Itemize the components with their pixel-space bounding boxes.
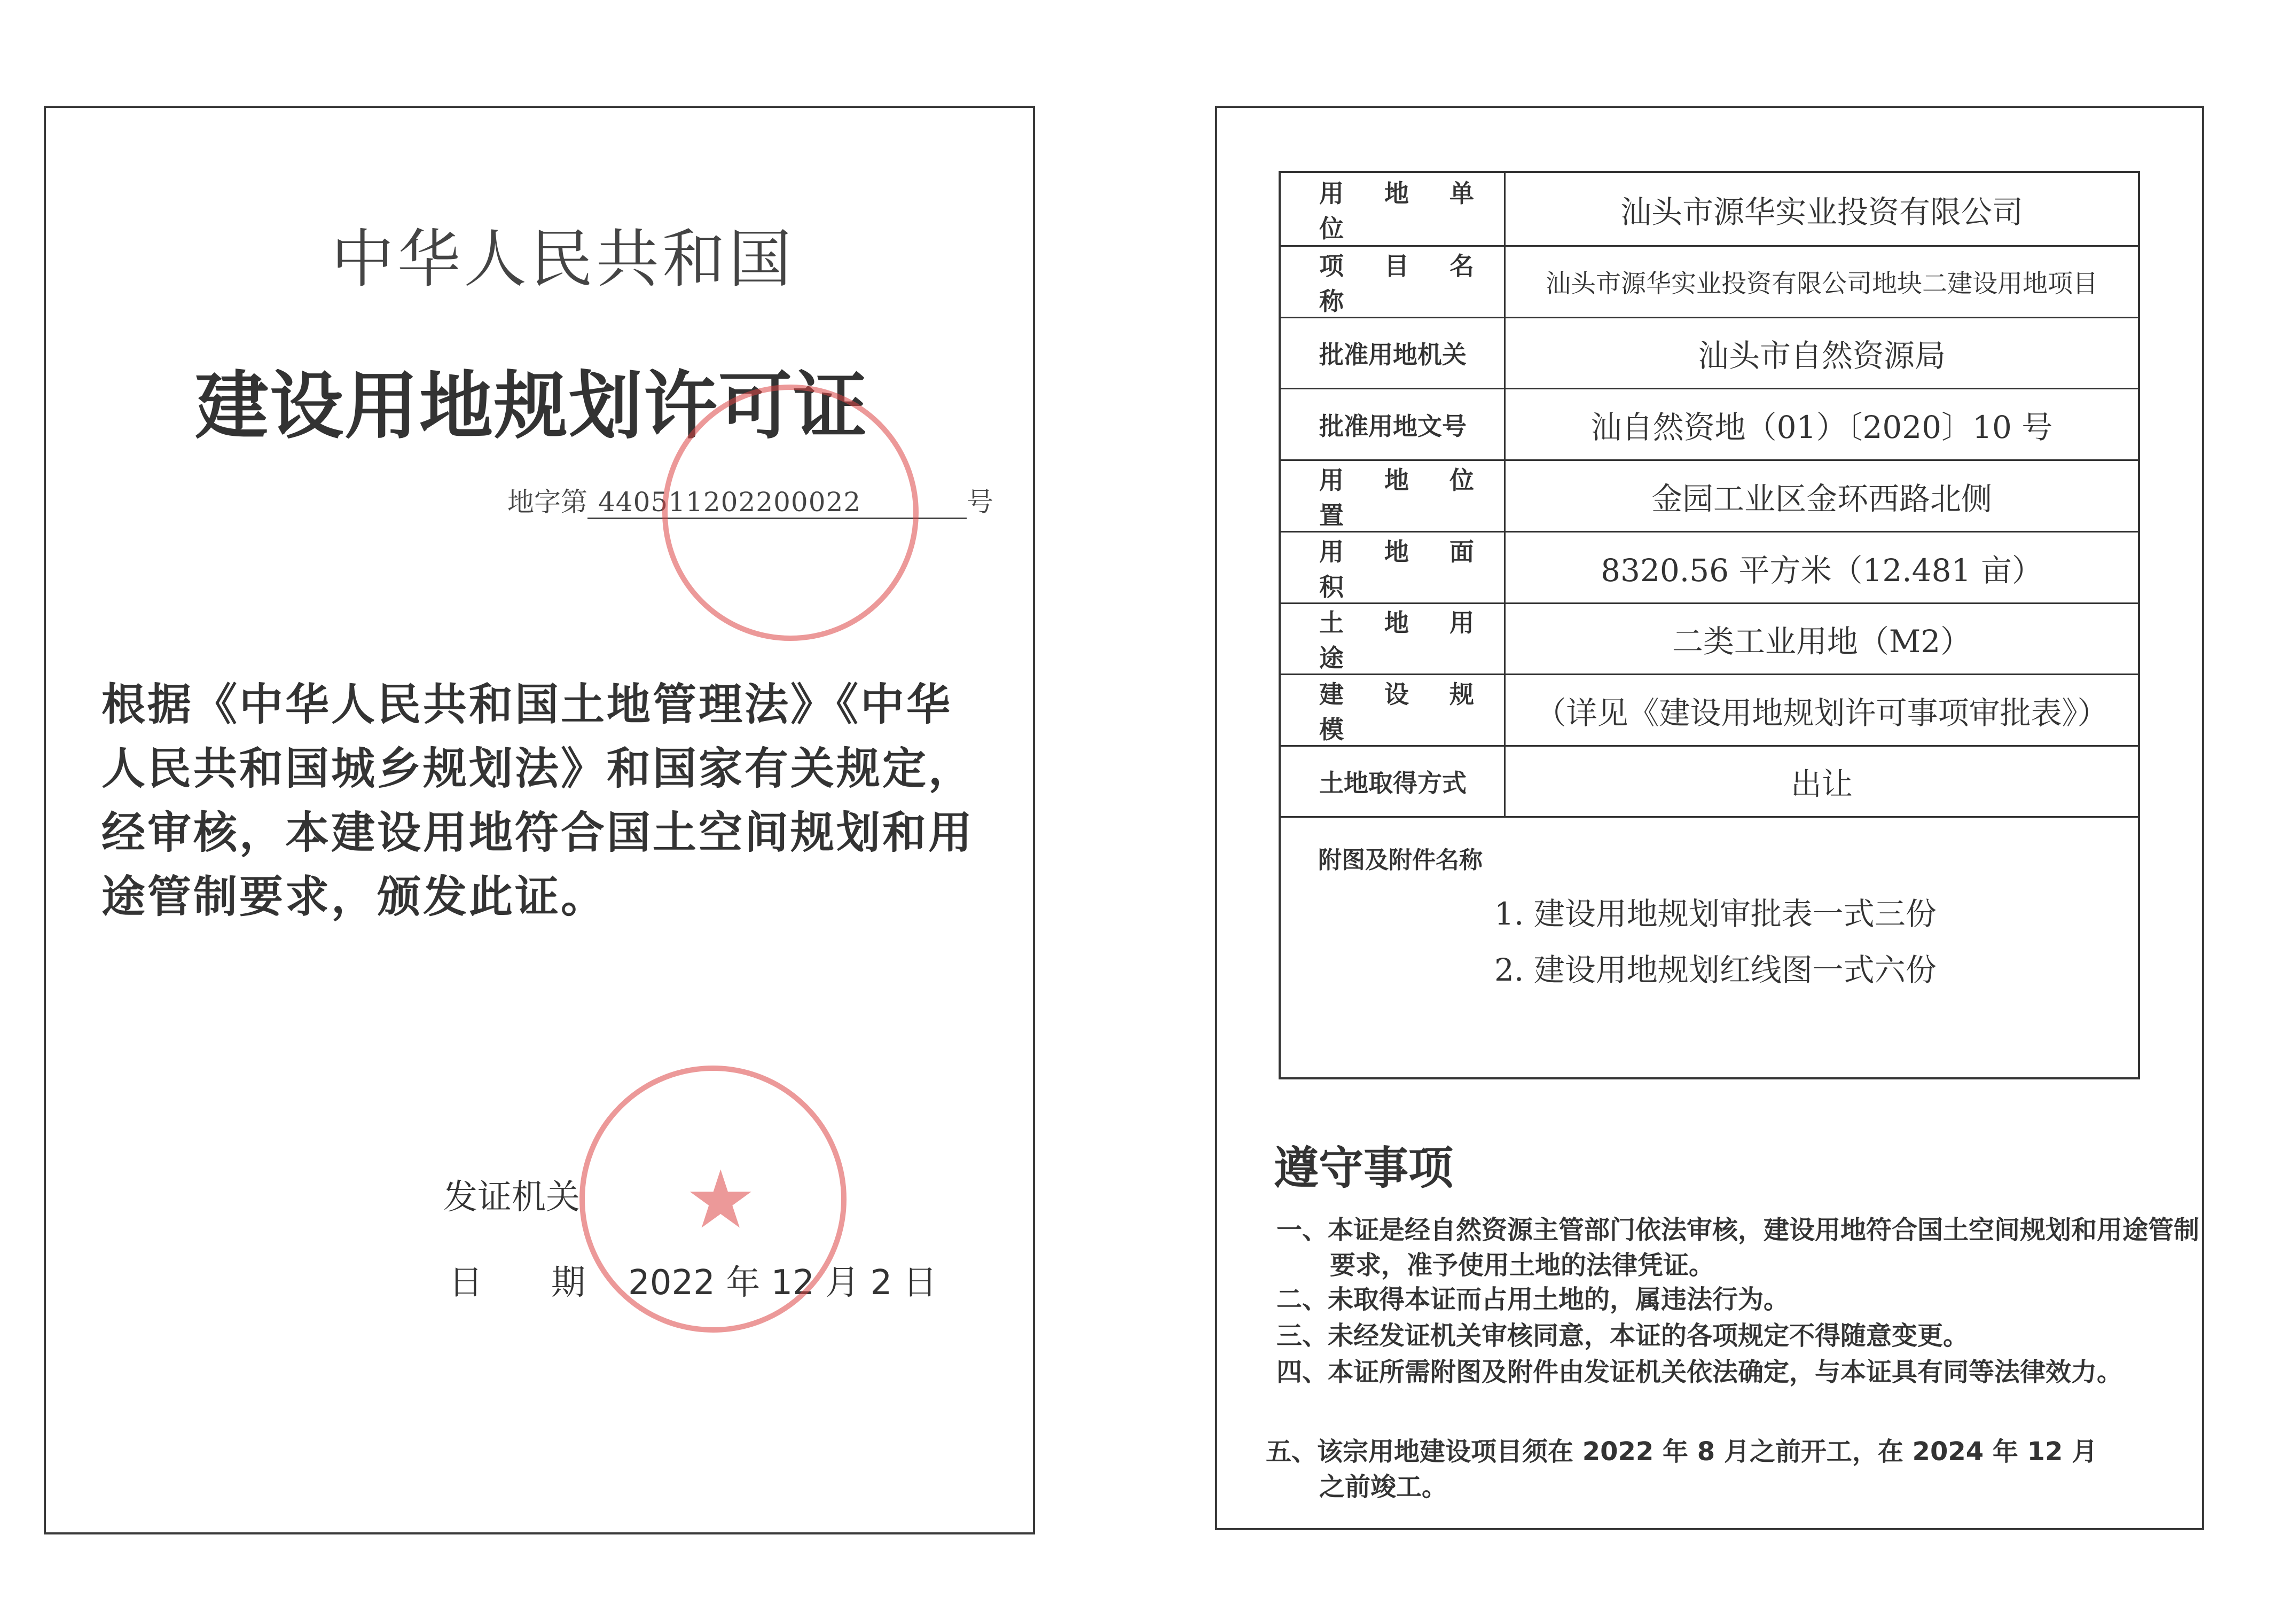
note-item: 三、未经发证机关审核同意，本证的各项规定不得随意变更。 — [1276, 1321, 1969, 1351]
row-value: 出让 — [1790, 766, 1853, 802]
row-value: 汕头市源华实业投资有限公司 — [1620, 193, 2023, 230]
issue-date-label: 日 期 — [449, 1263, 585, 1303]
number-suffix: 号 — [967, 487, 993, 518]
attachments-title: 附图及附件名称 — [1318, 847, 1483, 874]
row-value: 汕头市源华实业投资有限公司地块二建设用地项目 — [1546, 269, 2098, 299]
official-seal-partial — [662, 385, 919, 641]
table-row — [1281, 747, 2138, 818]
attachment-item: 2. 建设用地规划红线图一式六份 — [1494, 952, 1937, 988]
row-label: 批准用地文号 — [1281, 389, 1506, 459]
note-item: 一、本证是经自然资源主管部门依法审核，建设用地符合国土空间规划和用途管制要求，准予使用土地的法律凭证。 — [1276, 1215, 2200, 1280]
row-label: 用 地 面 积 — [1281, 532, 1506, 602]
country-name: 中华人民共和国 — [331, 222, 795, 296]
issuance-basis-text: 根据《中华人民共和国土地管理法》《中华人民共和国城乡规划法》和国家有关规定，经审核，本建设用地符合国土空间规划和用途管制要求，颁发此证。 — [101, 679, 975, 922]
note-item: 四、本证所需附图及附件由发证机关依法确定，与本证具有同等法律效力。 — [1276, 1357, 2123, 1387]
certificate-number: 440511202200022 — [587, 487, 967, 519]
table-row — [1281, 675, 2138, 747]
row-value: 二类工业用地（M2） — [1672, 623, 1972, 660]
table-row — [1281, 318, 2138, 389]
issue-date-value: 2022 年 12 月 2 日 — [628, 1263, 937, 1303]
table-row — [1281, 389, 2138, 461]
row-label: 用 地 位 置 — [1281, 461, 1506, 531]
seal-star-icon: ★ — [685, 1154, 757, 1247]
row-label: 用 地 单 位 — [1281, 173, 1506, 245]
note-item: 二、未取得本证而占用土地的，属违法行为。 — [1276, 1285, 1790, 1314]
table-row — [1281, 532, 2138, 604]
certificate-title: 建设用地规划许可证 — [195, 363, 868, 449]
attachment-item: 1. 建设用地规划审批表一式三份 — [1494, 896, 1937, 932]
row-value: 汕自然资地（01）〔2020〕10 号 — [1590, 409, 2053, 445]
number-prefix: 地字第 — [507, 487, 587, 518]
table-row — [1281, 461, 2138, 532]
row-label: 土 地 用 途 — [1281, 604, 1506, 674]
land-info-table — [1279, 171, 2140, 1079]
table-row — [1281, 604, 2138, 675]
table-row — [1281, 173, 2138, 247]
row-label: 项 目 名 称 — [1281, 247, 1506, 317]
table-row — [1281, 247, 2138, 318]
notes-title: 遵守事项 — [1274, 1142, 1454, 1194]
row-value: （详见《建设用地规划许可事项审批表》） — [1535, 694, 2109, 731]
row-value: 金园工业区金环西路北侧 — [1651, 480, 1992, 517]
note-item: 五、该宗用地建设项目须在 2022 年 8 月之前开工，在 2024 年 12 月之前竣工。 — [1266, 1437, 2098, 1502]
row-value: 汕头市自然资源局 — [1697, 338, 1946, 374]
row-label: 建 设 规 模 — [1281, 675, 1506, 745]
issuing-authority-label: 发证机关 — [443, 1178, 580, 1217]
row-label: 土地取得方式 — [1281, 747, 1506, 816]
row-value: 8320.56 平方米（12.481 亩） — [1601, 552, 2043, 589]
row-label: 批准用地机关 — [1281, 318, 1506, 388]
